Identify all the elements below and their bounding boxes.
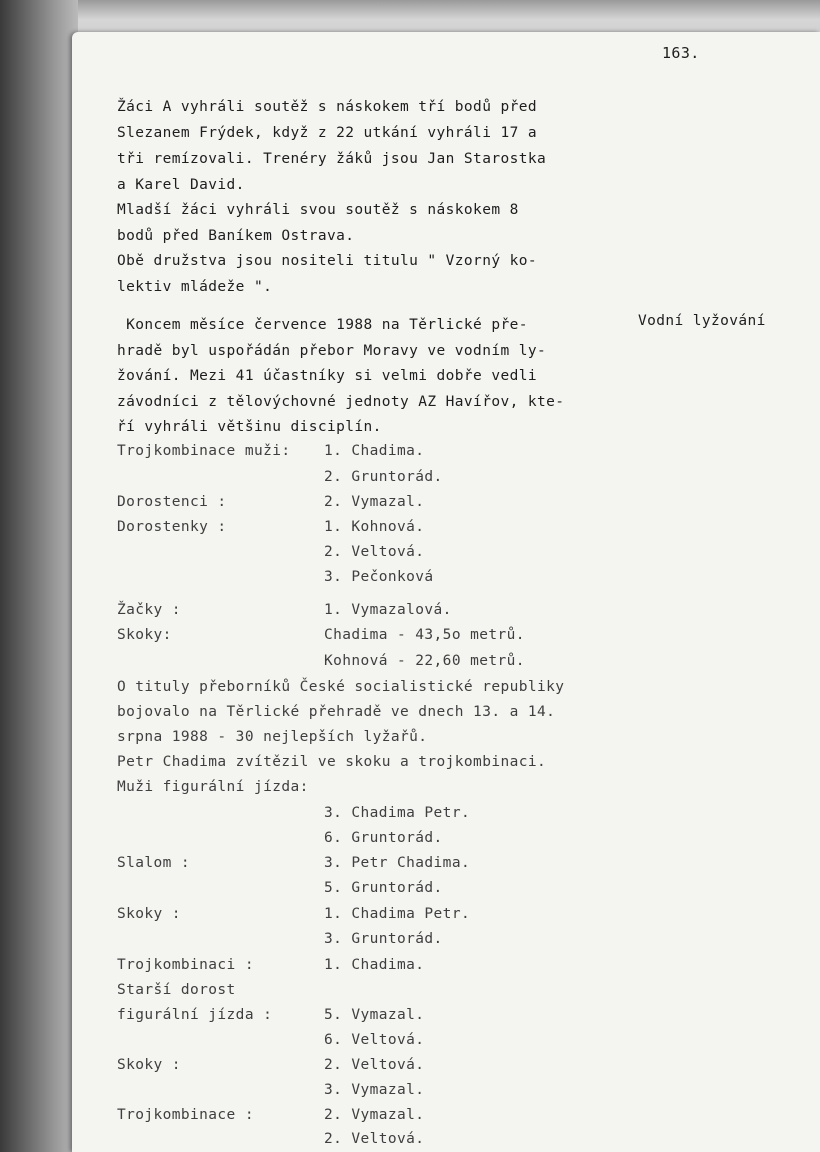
- result-value: 6. Gruntorád.: [324, 830, 443, 846]
- result-value: 5. Vymazal.: [324, 1007, 425, 1023]
- text-line: Žáci A vyhráli soutěž s náskokem tří bodů před: [117, 99, 537, 115]
- result-value: 3. Petr Chadima.: [324, 855, 471, 871]
- result-value: 2. Vymazal.: [324, 494, 425, 510]
- scan-top-edge: [78, 0, 820, 36]
- result-value: 3. Chadima Petr.: [324, 805, 471, 821]
- result-value: 1. Chadima.: [324, 957, 425, 973]
- result-label: Žačky :: [117, 602, 181, 618]
- result-value: 2. Veltová.: [324, 1057, 425, 1073]
- page-number: 163.: [662, 44, 700, 62]
- result-label: Trojkombinace muži:: [117, 443, 291, 459]
- text-line: žování. Mezi 41 účastníky si velmi dobře vedli: [117, 368, 537, 384]
- result-label: Starší dorost: [117, 982, 236, 998]
- result-label: Trojkombinace :: [117, 1107, 254, 1123]
- scan-left-edge: [0, 0, 80, 1152]
- result-value: 2. Gruntorád.: [324, 469, 443, 485]
- text-line: O tituly přeborníků České socialistické republiky: [117, 679, 565, 695]
- result-value: 1. Vymazalová.: [324, 602, 452, 618]
- result-label: figurální jízda :: [117, 1007, 273, 1023]
- result-label: Dorostenci :: [117, 494, 227, 510]
- text-line: a Karel David.: [117, 177, 245, 193]
- text-line: ří vyhráli většinu disciplín.: [117, 419, 382, 435]
- result-value: 1. Kohnová.: [324, 519, 425, 535]
- text-line: lektiv mládeže ".: [117, 279, 273, 295]
- text-line: tři remízovali. Trenéry žáků jsou Jan Starostka: [117, 151, 547, 167]
- text-line: Slezanem Frýdek, když z 22 utkání vyhráli 17 a: [117, 125, 537, 141]
- result-value: 2. Vymazal.: [324, 1107, 425, 1123]
- result-label: Skoky :: [117, 1057, 181, 1073]
- text-line: Koncem měsíce července 1988 na Těrlické pře-: [117, 317, 528, 333]
- result-value: 2. Veltová.: [324, 544, 425, 560]
- text-line: Obě družstva jsou nositeli titulu " Vzorný ko-: [117, 253, 537, 269]
- result-label: Skoky :: [117, 906, 181, 922]
- result-value: 5. Gruntorád.: [324, 880, 443, 896]
- result-value: 1. Chadima Petr.: [324, 906, 471, 922]
- result-label: Dorostenky :: [117, 519, 227, 535]
- result-value: 3. Vymazal.: [324, 1082, 425, 1098]
- result-value: 2. Veltová.: [324, 1131, 425, 1147]
- result-value: 3. Pečonková: [324, 569, 434, 585]
- document-page: [72, 32, 820, 1152]
- result-value: 1. Chadima.: [324, 443, 425, 459]
- result-label: Slalom :: [117, 855, 191, 871]
- text-line: bojovalo na Těrlické přehradě ve dnech 13. a 14.: [117, 704, 556, 720]
- text-line: bodů před Baníkem Ostrava.: [117, 228, 355, 244]
- result-value: 6. Veltová.: [324, 1032, 425, 1048]
- result-value: 3. Gruntorád.: [324, 931, 443, 947]
- result-value: Kohnová - 22,60 metrů.: [324, 653, 525, 669]
- text-line: Mladší žáci vyhráli svou soutěž s náskokem 8: [117, 202, 519, 218]
- text-line: Petr Chadima zvítězil ve skoku a trojkombinaci.: [117, 754, 547, 770]
- text-line: srpna 1988 - 30 nejlepších lyžařů.: [117, 729, 428, 745]
- text-line: hradě byl uspořádán přebor Moravy ve vodním ly-: [117, 343, 547, 359]
- text-line: Muži figurální jízda:: [117, 779, 309, 795]
- text-line: závodníci z tělovýchovné jednoty AZ Havířov, kte-: [117, 394, 565, 410]
- result-label: Skoky:: [117, 627, 172, 643]
- result-label: Trojkombinaci :: [117, 957, 254, 973]
- margin-note: Vodní lyžování: [638, 313, 766, 329]
- result-value: Chadima - 43,5o metrů.: [324, 627, 525, 643]
